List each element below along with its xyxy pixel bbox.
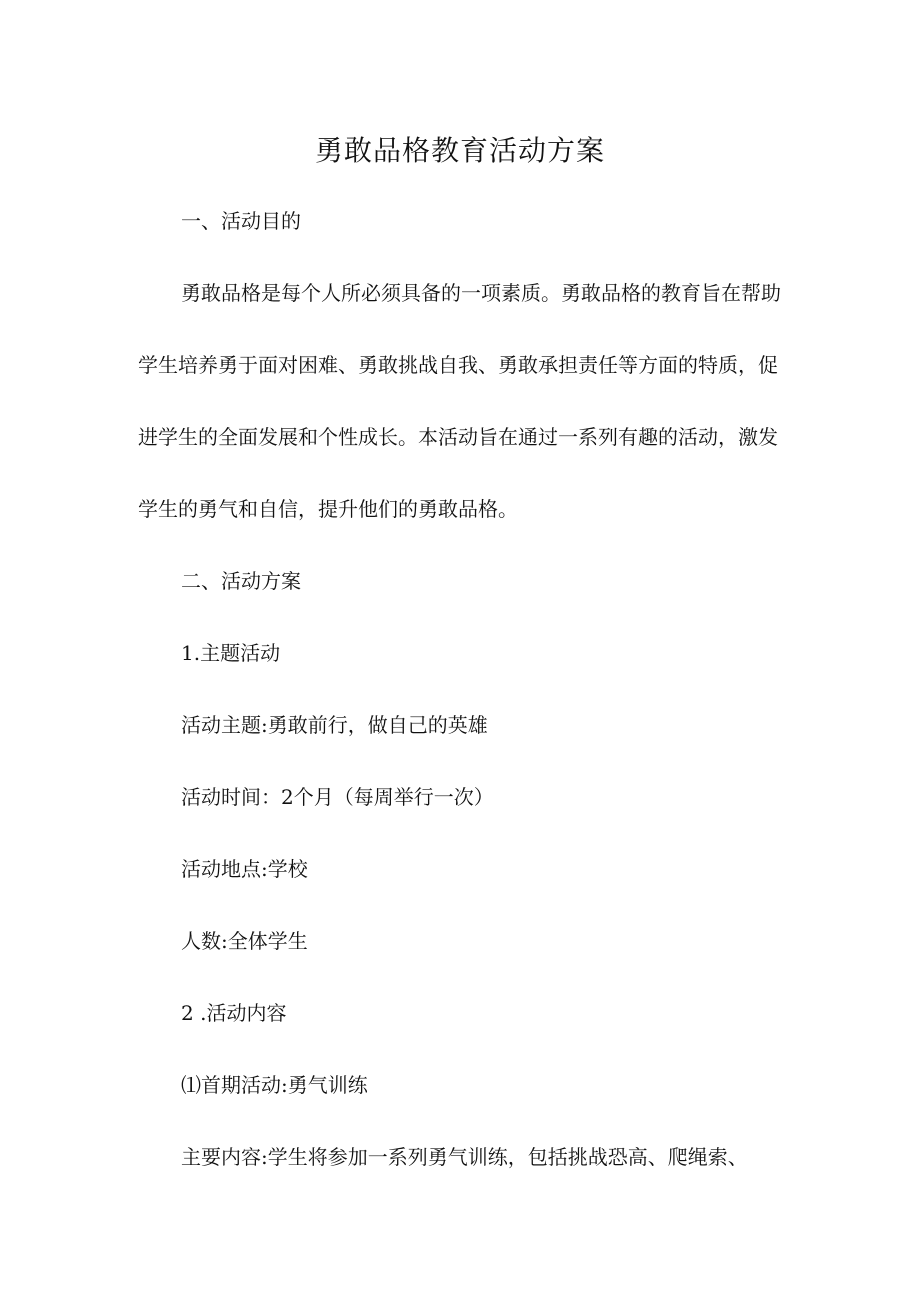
activity-time: 活动时间：2个月（每周举行一次）: [181, 785, 494, 809]
item-heading-activity-content: 2 .活动内容: [181, 1001, 287, 1025]
section-heading-purpose: 一、活动目的: [181, 209, 301, 233]
paragraph-line: 进学生的全面发展和个性成长。本活动旨在通过一系列有趣的活动，激发: [138, 425, 778, 449]
activity-location: 活动地点:学校: [181, 857, 308, 881]
paragraph-line: 勇敢品格是每个人所必须具备的一项素质。勇敢品格的教育旨在帮助: [181, 281, 781, 305]
section-heading-plan: 二、活动方案: [181, 569, 301, 593]
activity-participants: 人数:全体学生: [181, 929, 308, 953]
paragraph-line: 学生培养勇于面对困难、勇敢挑战自我、勇敢承担责任等方面的特质，促: [138, 353, 778, 377]
activity-theme: 活动主题:勇敢前行，做自己的英雄: [181, 713, 488, 737]
sub-heading-courage-training: ⑴首期活动:勇气训练: [181, 1073, 368, 1097]
item-heading-theme-activity: 1.主题活动: [181, 641, 281, 665]
document-title: 勇敢品格教育活动方案: [314, 134, 605, 167]
main-content-line: 主要内容:学生将参加一系列勇气训练，包括挑战恐高、爬绳索、: [181, 1145, 748, 1169]
paragraph-line: 学生的勇气和自信，提升他们的勇敢品格。: [138, 497, 518, 521]
